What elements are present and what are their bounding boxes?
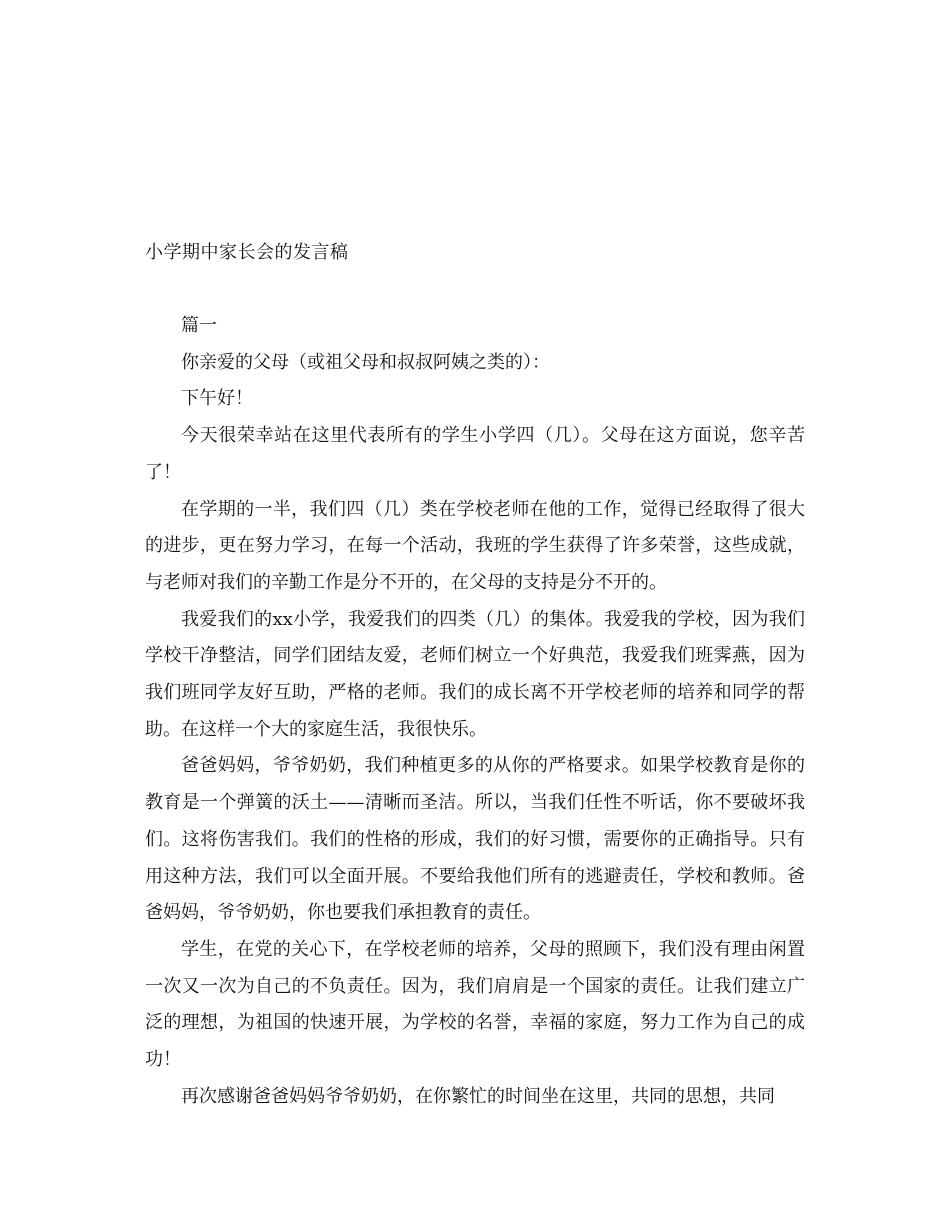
paragraph: 再次感谢爸爸妈妈爷爷奶奶，在你繁忙的时间坐在这里，共同的思想，共同: [181, 1085, 775, 1107]
document-body: [145, 308, 805, 1115]
greeting: 下午好！: [181, 388, 253, 410]
paragraph: 在学期的一半，我们四（几）类在学校老师在他的工作，觉得已经取得了很大的进步，更在努力学习，在每一个活动，我班的学生获得了许多荣誉，这些成就，与老师对我们的辛勤工作是分不开的，在父母的支持是分不开的。: [145, 498, 805, 593]
paragraph: 学生，在党的关心下，在学校老师的培养，父母的照顾下，我们没有理由闲置一次又一次为自己的不负责任。因为，我们肩肩是一个国家的责任。让我们建立广泛的理想，为祖国的快速开展，为学校的名誉，幸福的家庭，努力工作为自己的成功！: [145, 938, 805, 1071]
section-heading: 篇一: [181, 315, 217, 336]
paragraph: 我爱我们的xx小学，我爱我们的四类（几）的集体。我爱我的学校，因为我们学校干净整洁，同学们团结友爱，老师们树立一个好典范，我爱我们班霁燕，因为我们班同学友好互助，严格的老师。我们的成长离不开学校老师的培养和同学的帮助。在这样一个大的家庭生活，我很快乐。: [145, 608, 805, 740]
salutation: 你亲爱的父母（或祖父母和叔叔阿姨之类的）：: [181, 351, 550, 373]
document-title: 小学期中家长会的发言稿: [145, 242, 349, 263]
paragraph: 今天很荣幸站在这里代表所有的学生小学四（几）。父母在这方面说，您辛苦了！: [145, 425, 805, 483]
paragraph: 爸爸妈妈，爷爷奶奶，我们种植更多的从你的严格要求。如果学校教育是你的教育是一个弹簧的沃土——清晰而圣洁。所以，当我们任性不听话，你不要破坏我们。这将伤害我们。我们的性格的形成，我们的好习惯，需要你的正确指导。只有用这种方法，我们可以全面开展。不要给我他们所有的逃避责任，学校和教师。爸爸妈妈，爷爷奶奶，你也要我们承担教育的责任。: [145, 755, 805, 924]
